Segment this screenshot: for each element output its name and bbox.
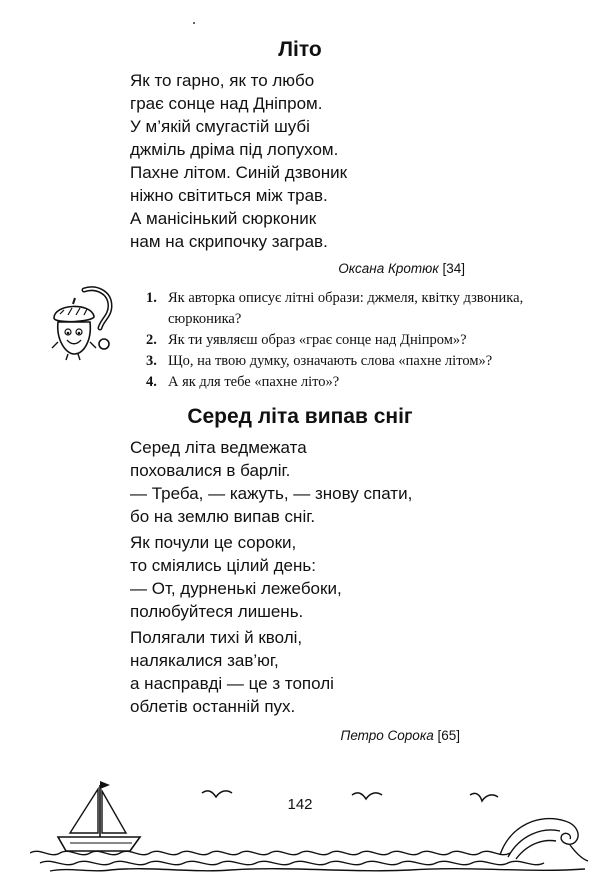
- poem-stanza: [130, 436, 412, 528]
- question-number: 4.: [146, 374, 157, 390]
- question-text: А як для тебе «пахне літо»?: [168, 374, 340, 390]
- poem-line: Як то гарно, як то любо: [130, 71, 315, 90]
- poem-line: грає сонце над Дніпром.: [130, 94, 323, 113]
- question-number: 1.: [146, 290, 157, 306]
- author-name: Оксана Кротюк: [338, 261, 439, 276]
- poem-line: облетів останній пух.: [130, 697, 296, 716]
- question-number: 2.: [146, 332, 157, 348]
- poem-author: [338, 261, 465, 276]
- poem-line: Полягали тихі й кволі,: [130, 628, 303, 647]
- poem-line: налякалися зав’юг,: [130, 651, 279, 670]
- acorn-question-icon: [44, 282, 124, 364]
- poem-stanza: [130, 531, 342, 623]
- question-text: Що, на твою думку, означають слова «пахне літом»?: [168, 353, 493, 369]
- author-name: Петро Сорока: [340, 728, 434, 743]
- poem-line: поховалися в барліг.: [130, 461, 291, 480]
- author-ref: [34]: [442, 261, 465, 276]
- question-item: [146, 288, 598, 330]
- poem-title: Літо: [278, 38, 322, 61]
- poem-line: Як почули це сороки,: [130, 533, 297, 552]
- question-item: [146, 330, 598, 351]
- page-number: 142: [287, 796, 313, 813]
- poem-body: [130, 69, 347, 253]
- poem-line: — От, дурненькі лежебоки,: [130, 579, 342, 598]
- question-item: [146, 372, 598, 393]
- poem-stanza: [130, 626, 334, 718]
- poem-line: ніжно світиться між трав.: [130, 186, 328, 205]
- footer-decoration: [30, 775, 590, 875]
- poem-line: полюбуйтеся лишень.: [130, 602, 304, 621]
- author-ref: [65]: [437, 728, 460, 743]
- question-item: [146, 351, 598, 372]
- poem-line: нам на скрипочку заграв.: [130, 232, 328, 251]
- question-number: 3.: [146, 353, 157, 369]
- poem-line: А манісінький сюрконик: [130, 209, 317, 228]
- question-list: [146, 288, 598, 393]
- poem-line: У м’якій смугастій шубі: [130, 117, 310, 136]
- poem-line: Серед літа ведмежата: [130, 438, 307, 457]
- poem-line: Пахне літом. Синій дзвоник: [130, 163, 348, 182]
- poem-line: а насправді — це з тополі: [130, 674, 334, 693]
- poem-line: — Треба, — кажуть, — знову спати,: [130, 484, 413, 503]
- question-text: Як авторка описує літні образи: джмеля, квітку дзвоника, сюрконика?: [168, 290, 524, 327]
- question-text: Як ти уявляєш образ «грає сонце над Дніпром»?: [168, 332, 467, 348]
- speck: [193, 22, 195, 24]
- poem-line: бо на землю випав сніг.: [130, 507, 316, 526]
- poem-line: джміль дріма під лопухом.: [130, 140, 339, 159]
- poem-title: Серед літа випав сніг: [187, 405, 413, 428]
- poem-line: то сміялись цілий день:: [130, 556, 316, 575]
- poem-author: [341, 728, 460, 743]
- sailboat-icon: [58, 781, 140, 851]
